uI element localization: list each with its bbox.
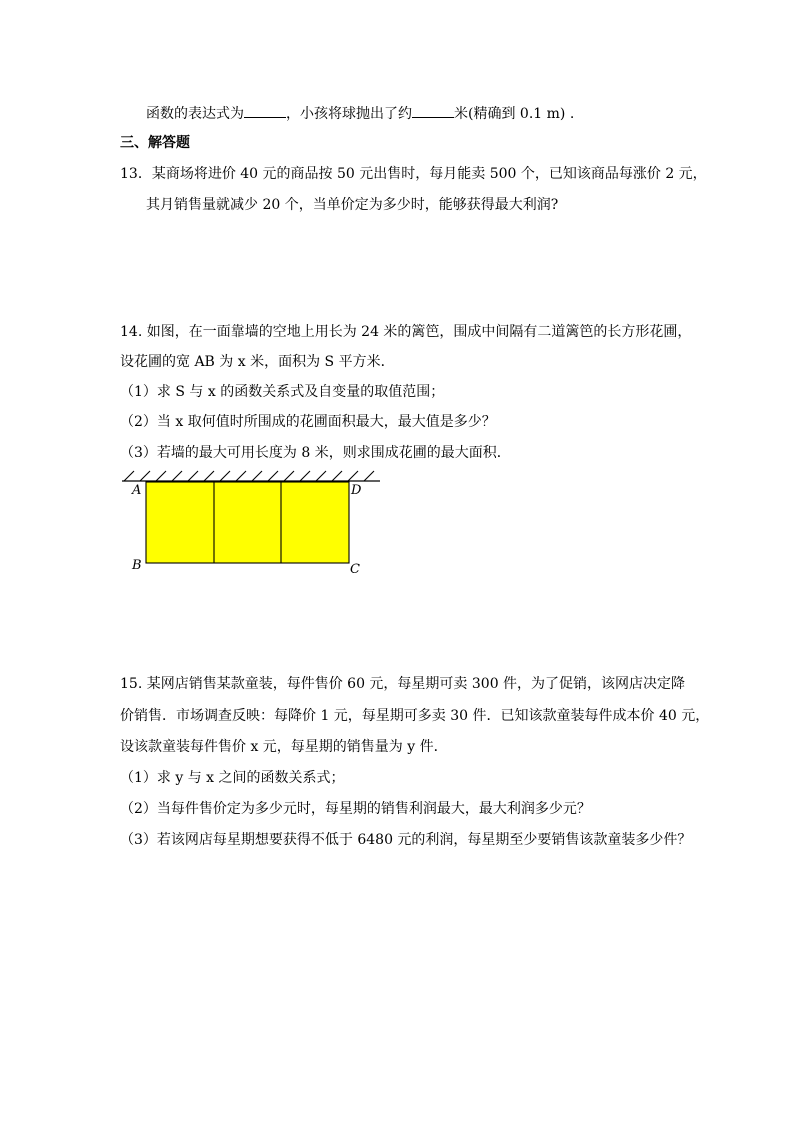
q14-figure [118, 468, 388, 578]
q14-sub-2: （2）当 x 取何值时所围成的花圃面积最大，最大值是多少？ [120, 414, 496, 430]
q12-blank-2[interactable] [412, 103, 454, 118]
q12-text-part2: ，小孩将球抛出了约 [286, 106, 412, 122]
q13-line-2: 其月销售量就减少 20 个，当单价定为多少时，能够获得最大利润? [146, 197, 559, 213]
q15-sub-3: （3）若该网店每星期想要获得不低于 6480 元的利润，每星期至少要销售该款童装多少件？ [120, 832, 692, 848]
garden-rectangle [146, 482, 349, 563]
q14-sub-3: （3）若墙的最大可用长度为 8 米，则求围成花圃的最大面积． [120, 445, 511, 461]
label-b: B [132, 558, 142, 573]
q12-blank-1[interactable] [244, 103, 286, 118]
q15-line-3: 设该款童装每件售价 x 元，每星期的销售量为 y 件． [120, 739, 448, 755]
label-d: D [351, 483, 362, 498]
q12-text-part3: 米(精确到 0.1 m) . [454, 106, 575, 122]
wall-hatching [124, 471, 374, 481]
section-title: 三、解答题 [120, 135, 190, 151]
q15-line-1: 15. 某网店销售某款童装，每件售价 60 元，每星期可卖 300 件，为了促销，该网店决定降 [120, 676, 686, 692]
q12-text-part1: 函数的表达式为 [146, 106, 244, 122]
q13-line-1: 13．某商场将进价 40 元的商品按 50 元出售时，每月能卖 500 个，已知该商品每涨价 2 元， [120, 166, 707, 182]
q12-answer-line [146, 103, 574, 124]
q15-sub-1: （1）求 y 与 x 之间的函数关系式； [120, 770, 345, 786]
q15-line-2: 价销售．市场调查反映：每降价 1 元，每星期可多卖 30 件．已知该款童装每件成本价 40 元， [120, 708, 710, 724]
q14-sub-1: （1）求 S 与 x 的函数关系式及自变量的取值范围； [120, 384, 445, 400]
label-c: C [350, 562, 360, 577]
q14-line-1: 14. 如图，在一面靠墙的空地上用长为 24 米的篱笆，围成中间隔有二道篱笆的长方形花圃， [120, 324, 692, 340]
q14-line-2: 设花圃的宽 AB 为 x 米，面积为 S 平方米． [120, 354, 395, 370]
label-a: A [132, 483, 142, 498]
q15-sub-2: （2）当每件售价定为多少元时，每星期的销售利润最大，最大利润多少元？ [120, 801, 591, 817]
